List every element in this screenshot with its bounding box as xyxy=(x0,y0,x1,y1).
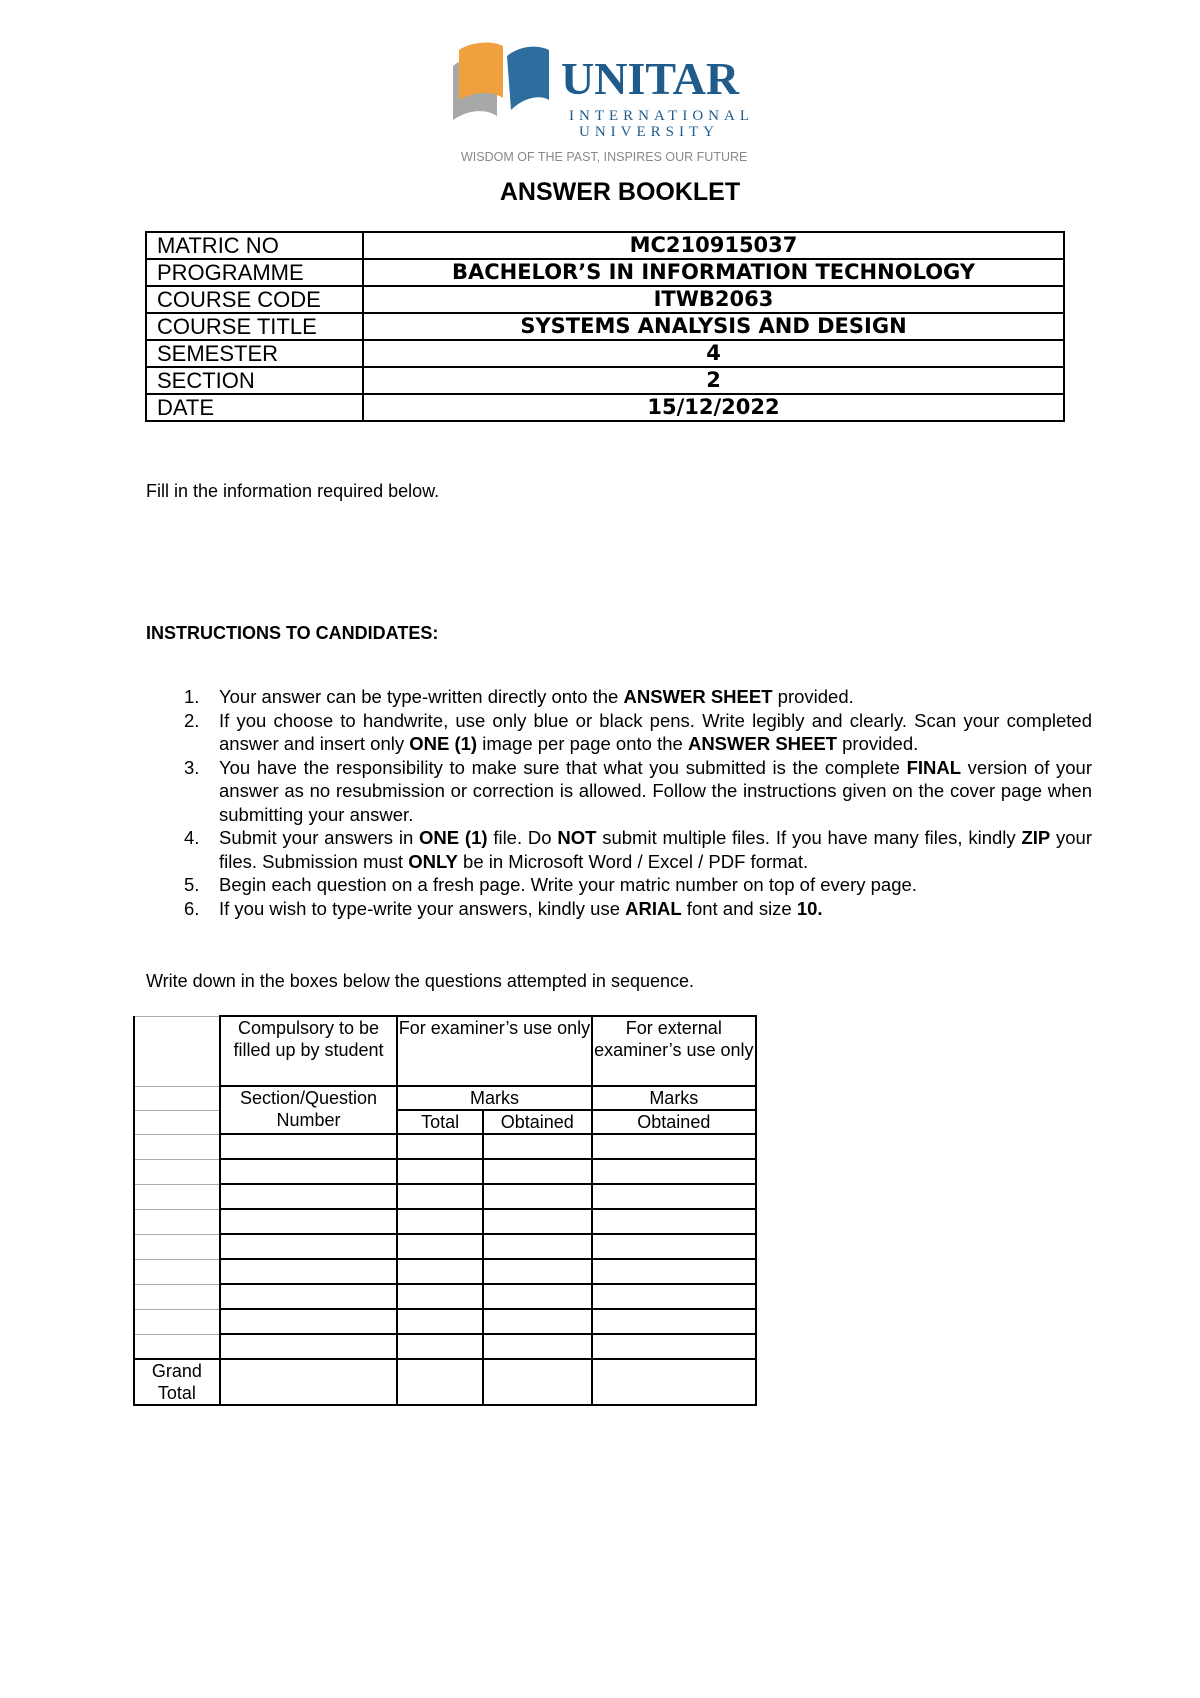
question-number-cell[interactable] xyxy=(220,1309,398,1334)
instruction-text: font and size xyxy=(681,897,797,919)
obtained-marks-cell[interactable] xyxy=(483,1209,592,1234)
question-number-cell[interactable] xyxy=(220,1209,398,1234)
instruction-text: your files. Submission must xyxy=(219,827,1092,872)
info-label: PROGRAMME xyxy=(146,259,363,286)
info-value: SYSTEMS ANALYSIS AND DESIGN xyxy=(363,313,1064,340)
unitar-logo-graphic xyxy=(445,38,790,168)
instruction-number: 4. xyxy=(184,827,200,848)
question-entry-row xyxy=(134,1284,756,1309)
question-entry-row xyxy=(134,1159,756,1184)
obtained-header: Obtained xyxy=(483,1110,592,1134)
obtained-marks-cell[interactable] xyxy=(483,1309,592,1334)
instruction-text: Begin each question on a fresh page. Write your matric number on top of every page. xyxy=(219,874,917,895)
table-side-cell xyxy=(134,1016,220,1086)
obtained-marks-cell[interactable] xyxy=(483,1284,592,1309)
logo-university: UNIVERSITY xyxy=(579,124,719,140)
page-title: ANSWER BOOKLET xyxy=(499,178,741,206)
info-value: 15/12/2022 xyxy=(363,394,1064,421)
instruction-emphasis: FINAL xyxy=(906,756,962,778)
logo-name: UNITAR xyxy=(561,53,740,104)
info-value: 2 xyxy=(363,367,1064,394)
unitar-logo xyxy=(445,38,790,168)
instruction-item xyxy=(146,873,1092,897)
table-side-cell xyxy=(134,1159,220,1184)
instruction-item xyxy=(146,897,1092,921)
instruction-number: 3. xyxy=(184,756,200,778)
logo-orange-leaf xyxy=(459,43,503,100)
table-side-cell xyxy=(134,1309,220,1334)
grand-total-obtained-cell[interactable] xyxy=(483,1359,592,1405)
info-label: DATE xyxy=(146,394,363,421)
question-number-cell[interactable] xyxy=(220,1184,398,1209)
instruction-emphasis: ARIAL xyxy=(625,897,682,919)
question-number-cell[interactable] xyxy=(220,1259,398,1284)
instruction-text: be in Microsoft Word / Excel / PDF format. xyxy=(457,850,809,872)
table-side-cell xyxy=(134,1184,220,1209)
instruction-text: image per page onto the xyxy=(477,733,688,754)
table-side-cell xyxy=(134,1259,220,1284)
grand-total-label: Grand Total xyxy=(134,1359,220,1405)
obtained-marks-cell[interactable] xyxy=(483,1159,592,1184)
total-marks-cell[interactable] xyxy=(397,1234,483,1259)
info-row xyxy=(146,259,1064,286)
obtained-external-header: Obtained xyxy=(592,1110,756,1134)
question-entry-row xyxy=(134,1184,756,1209)
instruction-emphasis: ONLY xyxy=(408,850,458,872)
question-entry-row xyxy=(134,1334,756,1359)
info-value: BACHELOR’S IN INFORMATION TECHNOLOGY xyxy=(363,259,1064,286)
total-marks-cell[interactable] xyxy=(397,1159,483,1184)
logo-blue-leaf xyxy=(507,47,549,110)
instruction-emphasis: ANSWER SHEET xyxy=(623,686,773,707)
external-obtained-cell[interactable] xyxy=(592,1159,756,1184)
instruction-emphasis: NOT xyxy=(557,827,597,848)
info-label: MATRIC NO xyxy=(146,232,363,259)
instruction-text: If you wish to type-write your answers, kindly use xyxy=(219,897,626,919)
instruction-number: 1. xyxy=(184,686,200,707)
info-label: COURSE CODE xyxy=(146,286,363,313)
total-marks-cell[interactable] xyxy=(397,1259,483,1284)
info-row xyxy=(146,340,1064,367)
obtained-marks-cell[interactable] xyxy=(483,1134,592,1159)
grand-total-row xyxy=(134,1359,756,1405)
info-value: 4 xyxy=(363,340,1064,367)
instruction-item xyxy=(146,709,1092,756)
instruction-text: submit multiple files. If you have many files, kindly xyxy=(596,827,1022,848)
question-entry-row xyxy=(134,1134,756,1159)
questions-attempted-table xyxy=(133,1015,757,1406)
external-obtained-cell[interactable] xyxy=(592,1309,756,1334)
total-marks-cell[interactable] xyxy=(397,1284,483,1309)
info-row xyxy=(146,286,1064,313)
instruction-text: You have the responsibility to make sure that what you submitted is the complete xyxy=(219,756,907,778)
student-info-table xyxy=(145,231,1065,422)
sequence-note: Write down in the boxes below the questions attempted in sequence. xyxy=(146,971,695,991)
instruction-text: If you choose to handwrite, use only blue or black pens. Write legibly and clearly. Scan your completed answer and insert only xyxy=(219,709,1092,754)
instruction-emphasis: 10. xyxy=(796,897,823,919)
instruction-text: provided. xyxy=(772,686,854,707)
info-label: SECTION xyxy=(146,367,363,394)
instruction-text: Submit your answers in xyxy=(219,827,420,848)
question-number-cell[interactable] xyxy=(220,1334,398,1359)
external-obtained-cell[interactable] xyxy=(592,1184,756,1209)
instruction-text: file. Do xyxy=(487,827,558,848)
question-number-cell[interactable] xyxy=(220,1159,398,1184)
instruction-emphasis: ZIP xyxy=(1021,827,1051,848)
instruction-item xyxy=(146,826,1092,873)
question-entry-row xyxy=(134,1309,756,1334)
instruction-emphasis: ONE (1) xyxy=(419,827,488,848)
external-obtained-cell[interactable] xyxy=(592,1234,756,1259)
col-student-header: Compulsory to be filled up by student xyxy=(220,1016,398,1086)
question-number-cell[interactable] xyxy=(220,1134,398,1159)
instruction-number: 2. xyxy=(184,709,200,731)
section-question-header: Section/Question Number xyxy=(220,1086,398,1134)
grand-total-total-cell[interactable] xyxy=(397,1359,483,1405)
question-entry-row xyxy=(134,1209,756,1234)
table-side-cell xyxy=(134,1134,220,1159)
external-obtained-cell[interactable] xyxy=(592,1259,756,1284)
info-row xyxy=(146,232,1064,259)
info-value: ITWB2063 xyxy=(363,286,1064,313)
instruction-text: Your answer can be type-written directly onto the xyxy=(219,686,624,707)
question-entry-row xyxy=(134,1259,756,1284)
info-row xyxy=(146,394,1064,421)
table-side-cell xyxy=(134,1209,220,1234)
instruction-number: 6. xyxy=(184,897,200,919)
instruction-item xyxy=(146,685,1092,709)
obtained-marks-cell[interactable] xyxy=(483,1334,592,1359)
instructions-list xyxy=(146,685,1092,920)
info-row xyxy=(146,367,1064,394)
total-header: Total xyxy=(397,1110,483,1134)
instruction-item xyxy=(146,756,1092,827)
instruction-text: provided. xyxy=(837,733,919,754)
total-marks-cell[interactable] xyxy=(397,1309,483,1334)
marks-header: Marks xyxy=(397,1086,591,1110)
instruction-emphasis: ANSWER SHEET xyxy=(687,733,837,754)
external-obtained-cell[interactable] xyxy=(592,1134,756,1159)
obtained-marks-cell[interactable] xyxy=(483,1184,592,1209)
marks-external-header: Marks xyxy=(592,1086,756,1110)
obtained-marks-cell[interactable] xyxy=(483,1234,592,1259)
table-side-cell xyxy=(134,1234,220,1259)
fill-note: Fill in the information required below. xyxy=(146,481,440,501)
table-side-cell xyxy=(134,1334,220,1359)
logo-international: INTERNATIONAL xyxy=(569,108,754,124)
col-examiner-header: For examiner’s use only xyxy=(397,1016,591,1086)
instructions-heading: INSTRUCTIONS TO CANDIDATES: xyxy=(146,623,439,643)
table-side-cell xyxy=(134,1086,220,1110)
instruction-text: version of your answer as no resubmission or correction is allowed. Follow the instructions given on the cover page when submitting your answer. xyxy=(219,756,1092,825)
grand-total-external-cell[interactable] xyxy=(592,1359,756,1405)
total-marks-cell[interactable] xyxy=(397,1209,483,1234)
grand-total-question-cell[interactable] xyxy=(220,1359,398,1405)
info-label: COURSE TITLE xyxy=(146,313,363,340)
question-number-cell[interactable] xyxy=(220,1284,398,1309)
question-number-cell[interactable] xyxy=(220,1234,398,1259)
table-side-cell xyxy=(134,1284,220,1309)
total-marks-cell[interactable] xyxy=(397,1334,483,1359)
info-value: MC210915037 xyxy=(363,232,1064,259)
info-row xyxy=(146,313,1064,340)
table-side-cell xyxy=(134,1110,220,1134)
external-obtained-cell[interactable] xyxy=(592,1284,756,1309)
external-obtained-cell[interactable] xyxy=(592,1209,756,1234)
total-marks-cell[interactable] xyxy=(397,1184,483,1209)
instruction-emphasis: ONE (1) xyxy=(409,733,478,754)
instruction-number: 5. xyxy=(184,874,200,895)
obtained-marks-cell[interactable] xyxy=(483,1259,592,1284)
col-external-header: For external examiner’s use only xyxy=(592,1016,756,1086)
total-marks-cell[interactable] xyxy=(397,1134,483,1159)
question-entry-row xyxy=(134,1234,756,1259)
info-label: SEMESTER xyxy=(146,340,363,367)
external-obtained-cell[interactable] xyxy=(592,1334,756,1359)
logo-tagline: WISDOM OF THE PAST, INSPIRES OUR FUTURE xyxy=(461,150,748,164)
